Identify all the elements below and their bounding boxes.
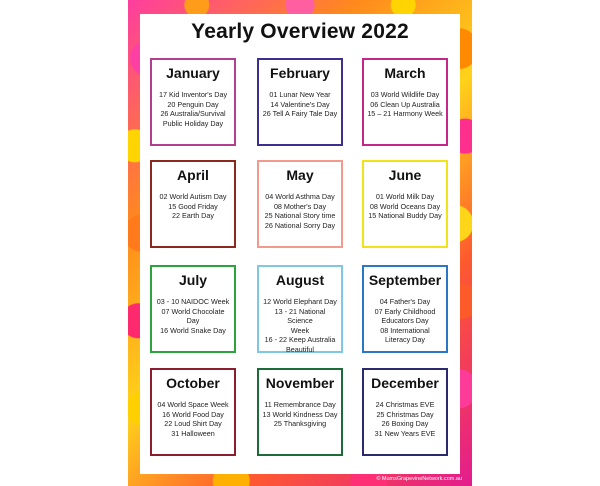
event-item: 22 Loud Shirt Day <box>164 419 222 429</box>
month-name: January <box>166 65 220 81</box>
month-name: March <box>384 65 426 81</box>
event-item: 26 Boxing Day <box>381 419 429 429</box>
event-item: 01 World Milk Day <box>375 192 435 201</box>
month-box-july <box>150 265 236 353</box>
event-list <box>152 297 234 335</box>
event-item: 08 Mother's Day <box>273 201 327 211</box>
event-list <box>364 400 446 438</box>
month-box-june <box>362 160 448 248</box>
event-item: 25 National Story time <box>264 211 336 221</box>
event-item: 15 – 21 Harmony Week <box>367 109 443 119</box>
event-item: 26 Australia/Survival <box>160 109 226 119</box>
event-item: 04 World Space Week <box>157 400 229 409</box>
poster-paper <box>140 14 460 474</box>
event-list <box>152 192 234 221</box>
event-item: 20 Penguin Day <box>167 99 219 109</box>
event-item: 15 National Buddy Day <box>368 211 442 221</box>
event-list <box>152 400 234 438</box>
event-item: Beautiful <box>286 344 314 354</box>
event-item: 08 International <box>380 325 430 335</box>
event-item: 06 Clean Up Australia <box>370 99 440 109</box>
event-item: 07 World Chocolate <box>161 306 225 316</box>
month-name: April <box>177 167 209 183</box>
month-name: May <box>286 167 314 183</box>
poster-page <box>128 0 472 486</box>
event-item: 13 World Kindness Day <box>262 409 338 419</box>
event-item: 22 Earth Day <box>172 211 214 221</box>
event-item: 12 World Elephant Day <box>263 297 337 306</box>
month-box-april <box>150 160 236 248</box>
event-item: 16 World Food Day <box>162 409 224 419</box>
event-item: 24 Christmas EVE <box>375 400 435 409</box>
event-list <box>259 297 341 355</box>
event-item: Public Holiday Day <box>162 118 224 128</box>
event-item: 26 National Sorry Day <box>264 220 336 230</box>
event-item: 17 Kid Inventor's Day <box>158 90 228 99</box>
event-item: 14 Valentine's Day <box>270 99 330 109</box>
month-name: November <box>265 375 335 391</box>
event-item: 31 New Years EVE <box>374 428 436 438</box>
month-name: October <box>166 375 220 391</box>
event-list <box>364 90 446 119</box>
month-box-march <box>362 58 448 146</box>
event-list <box>364 297 446 345</box>
event-item: 07 Early Childhood <box>374 306 436 316</box>
footer-credit: © MumsGrapevineNetwork.com.au <box>376 476 462 482</box>
event-item: 01 Lunar New Year <box>269 90 331 99</box>
month-name: December <box>371 375 439 391</box>
month-name: February <box>270 65 330 81</box>
event-item: 04 Father's Day <box>379 297 431 306</box>
event-item: Educators Day <box>381 316 429 326</box>
event-item: 04 World Asthma Day <box>265 192 335 201</box>
event-item: 03 - 10 NAIDOC Week <box>156 297 230 306</box>
event-item: 26 Tell A Fairy Tale Day <box>262 109 338 119</box>
month-name: September <box>368 272 442 288</box>
event-item: 25 Thanksgiving <box>273 419 327 429</box>
month-box-january <box>150 58 236 146</box>
event-list <box>259 90 341 119</box>
event-item: Week <box>290 325 310 335</box>
event-list <box>259 400 341 429</box>
event-item: 16 World Snake Day <box>160 325 226 335</box>
event-item: 31 Halloween <box>171 428 215 438</box>
event-list <box>259 192 341 230</box>
page-title: Yearly Overview 2022 <box>191 20 409 43</box>
month-name: July <box>178 272 207 288</box>
month-box-october <box>150 368 236 456</box>
event-item: 03 World Wildlife Day <box>370 90 440 99</box>
event-item: 02 World Autism Day <box>159 192 227 201</box>
month-box-november <box>257 368 343 456</box>
month-box-august <box>257 265 343 353</box>
event-item: Literacy Day <box>385 335 425 345</box>
event-item: Day <box>186 316 200 326</box>
month-box-september <box>362 265 448 353</box>
month-box-february <box>257 58 343 146</box>
month-box-december <box>362 368 448 456</box>
month-name: August <box>275 272 325 288</box>
event-list <box>152 90 234 128</box>
event-item: 25 Christmas Day <box>376 409 434 419</box>
month-name: June <box>388 167 422 183</box>
event-item: 13 - 21 National Science <box>274 306 326 326</box>
event-item: 15 Good Friday <box>168 201 218 211</box>
event-item: 11 Remembrance Day <box>264 400 336 409</box>
event-item: 08 World Oceans Day <box>369 201 441 211</box>
month-box-may <box>257 160 343 248</box>
event-list <box>364 192 446 221</box>
event-item: 16 - 22 Keep Australia <box>264 335 336 345</box>
